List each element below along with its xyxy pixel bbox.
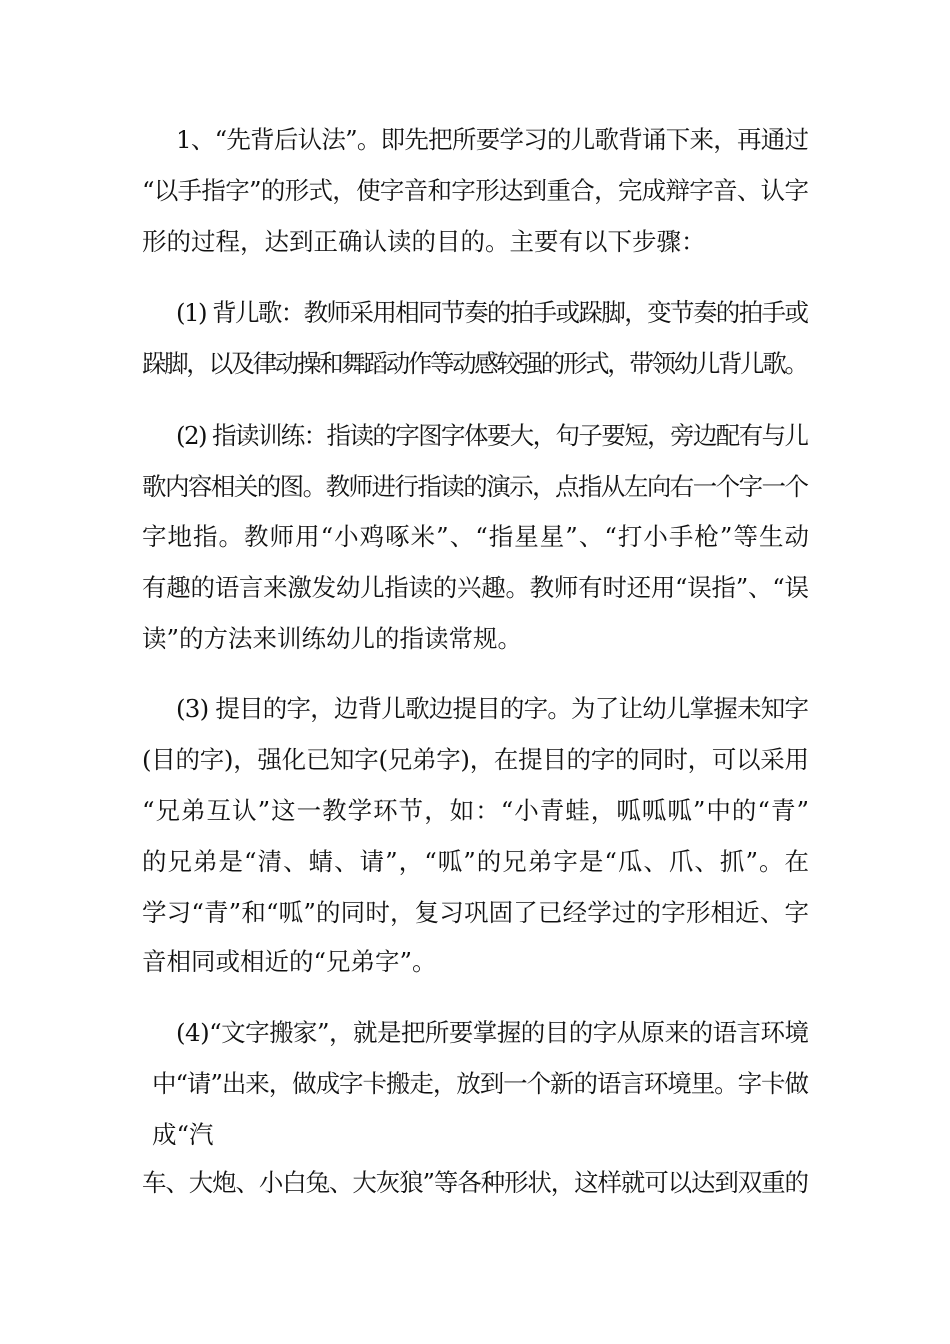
text-line: 车、大炮、小白兔、大灰狼”等各种形状，这样就可以达到双重的 xyxy=(142,1168,808,1197)
text-line: 歌内容相关的图。教师进行指读的演示，点指从左向右一个字一个 xyxy=(142,472,808,501)
text-line: 读”的方法来训练幼儿的指读常规。 xyxy=(142,624,523,653)
text-line: 1、“先背后认法”。即先把所要学习的儿歌背诵下来，再通过 xyxy=(176,125,809,154)
text-line: 字地指。教师用“小鸡啄米”、“指星星”、“打小手枪”等生动 xyxy=(142,522,811,551)
text-line: 有趣的语言来激发幼儿指读的兴趣。教师有时还用“误指”、“误 xyxy=(142,573,809,602)
text-line: “以手指字”的形式，使字音和字形达到重合，完成辩字音、认字 xyxy=(142,176,809,205)
text-line: 的兄弟是“清、蜻、请”，“呱”的兄弟字是“瓜、爪、抓”。在 xyxy=(142,847,811,876)
text-line: (4)“文字搬家”，就是把所要掌握的目的字从原来的语言环境 xyxy=(176,1018,809,1047)
text-line: 成“汽 xyxy=(152,1120,214,1149)
text-line: “兄弟互认”这一教学环节，如：“小青蛙，呱呱呱”中的“青” xyxy=(142,796,811,825)
text-line: (3) 提目的字，边背儿歌边提目的字。为了让幼儿掌握未知字 xyxy=(176,694,809,723)
text-line: (2) 指读训练：指读的字图字体要大，句子要短，旁边配有与儿 xyxy=(176,421,808,450)
text-line: (1) 背儿歌：教师采用相同节奏的拍手或跺脚，变节奏的拍手或 xyxy=(176,298,808,327)
text-line: (目的字)，强化已知字(兄弟字)，在提目的字的同时，可以采用 xyxy=(142,745,809,774)
text-line: 音相同或相近的“兄弟字”。 xyxy=(142,947,437,976)
text-line: 中“请”出来，做成字卡搬走，放到一个新的语言环境里。字卡做 xyxy=(152,1069,808,1098)
text-line: 跺脚，以及律动操和舞蹈动作等动感较强的形式，带领幼儿背儿歌。 xyxy=(142,349,807,378)
text-line: 形的过程，达到正确认读的目的。主要有以下步骤： xyxy=(142,227,706,256)
text-line: 学习“青”和“呱”的同时，复习巩固了已经学过的字形相近、字 xyxy=(142,898,810,927)
